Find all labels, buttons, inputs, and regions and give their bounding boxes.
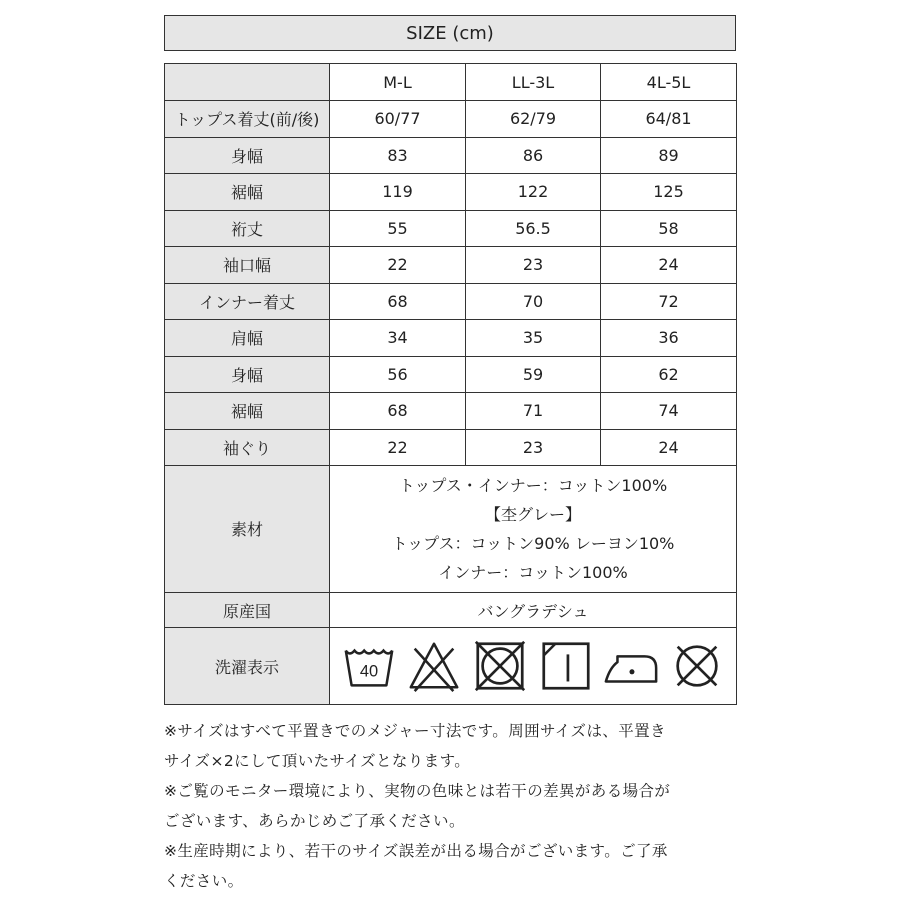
row-label: インナー着丈 bbox=[165, 283, 330, 320]
note-line: ※ご覧のモニター環境により、実物の色味とは若干の差異がある場合が bbox=[164, 782, 671, 800]
note-line: ございます、あらかじめご了承ください。 bbox=[164, 812, 465, 830]
notes bbox=[164, 716, 744, 896]
table-cell: 36 bbox=[601, 320, 737, 357]
table-row bbox=[165, 393, 737, 430]
table-cell: 70 bbox=[466, 283, 601, 320]
row-label: 袖ぐり bbox=[165, 429, 330, 466]
table-cell: 125 bbox=[601, 174, 737, 211]
origin-value: バングラデシュ bbox=[330, 593, 737, 628]
table-cell: 62 bbox=[601, 356, 737, 393]
table-cell: 23 bbox=[466, 429, 601, 466]
table-cell: 60/77 bbox=[330, 101, 466, 138]
table-cell: 72 bbox=[601, 283, 737, 320]
row-label: 身幅 bbox=[165, 137, 330, 174]
note-line: ください。 bbox=[164, 872, 244, 890]
care-row bbox=[165, 628, 737, 705]
care-label: 洗濯表示 bbox=[165, 628, 330, 705]
material-line: トップス：コットン90% レーヨン10% bbox=[391, 534, 675, 553]
table-cell: 23 bbox=[466, 247, 601, 284]
line-dry-shade-icon bbox=[537, 637, 595, 695]
no-tumble-dry-icon bbox=[471, 637, 529, 695]
table-cell: 74 bbox=[601, 393, 737, 430]
row-label: 肩幅 bbox=[165, 320, 330, 357]
table-cell: 83 bbox=[330, 137, 466, 174]
material-row bbox=[165, 466, 737, 593]
table-row bbox=[165, 137, 737, 174]
note-line: ※サイズはすべて平置きでのメジャー寸法です。周囲サイズは、平置き bbox=[164, 722, 666, 740]
table-cell: 62/79 bbox=[466, 101, 601, 138]
table-cell: 56 bbox=[330, 356, 466, 393]
table-cell: 55 bbox=[330, 210, 466, 247]
row-label: 袖口幅 bbox=[165, 247, 330, 284]
table-cell: 22 bbox=[330, 247, 466, 284]
column-header: 4L-5L bbox=[601, 64, 737, 101]
no-dry-clean-icon bbox=[668, 637, 726, 695]
table-cell: 58 bbox=[601, 210, 737, 247]
table-cell: 89 bbox=[601, 137, 737, 174]
table-cell: 119 bbox=[330, 174, 466, 211]
table-row bbox=[165, 174, 737, 211]
table-row bbox=[165, 210, 737, 247]
material-line: トップス・インナー：コットン100% bbox=[398, 476, 668, 495]
header-row bbox=[165, 64, 737, 101]
material-label: 素材 bbox=[165, 466, 330, 593]
size-table bbox=[164, 63, 737, 705]
table-row bbox=[165, 101, 737, 138]
row-label: 裾幅 bbox=[165, 393, 330, 430]
note-line: ※生産時期により、若干のサイズ誤差が出る場合がございます。ご了承 bbox=[164, 842, 668, 860]
origin-row bbox=[165, 593, 737, 628]
material-line: インナー：コットン100% bbox=[438, 563, 628, 582]
care-icons-cell bbox=[330, 628, 737, 705]
table-cell: 68 bbox=[330, 283, 466, 320]
wash-temp-text: 40 bbox=[359, 662, 378, 681]
table-cell: 34 bbox=[330, 320, 466, 357]
table-row bbox=[165, 320, 737, 357]
row-label: 裾幅 bbox=[165, 174, 330, 211]
table-cell: 24 bbox=[601, 247, 737, 284]
material-line: 【杢グレー】 bbox=[484, 505, 581, 524]
table-row bbox=[165, 356, 737, 393]
iron-low-icon bbox=[602, 637, 660, 695]
row-label: トップス着丈(前/後) bbox=[165, 101, 330, 138]
table-cell: 56.5 bbox=[466, 210, 601, 247]
table-cell: 71 bbox=[466, 393, 601, 430]
row-label: 身幅 bbox=[165, 356, 330, 393]
table-cell: 22 bbox=[330, 429, 466, 466]
table-cell: 68 bbox=[330, 393, 466, 430]
wash-40-icon bbox=[340, 637, 398, 695]
table-cell: 59 bbox=[466, 356, 601, 393]
table-cell: 64/81 bbox=[601, 101, 737, 138]
table-cell: 86 bbox=[466, 137, 601, 174]
material-cell bbox=[330, 466, 737, 593]
column-header: M-L bbox=[330, 64, 466, 101]
table-row bbox=[165, 247, 737, 284]
size-title: SIZE (cm) bbox=[164, 15, 736, 51]
table-row bbox=[165, 283, 737, 320]
header-corner bbox=[165, 64, 330, 101]
note-line: サイズ×2にして頂いたサイズとなります。 bbox=[164, 752, 471, 770]
table-cell: 122 bbox=[466, 174, 601, 211]
table-row bbox=[165, 429, 737, 466]
no-bleach-icon bbox=[405, 637, 463, 695]
column-header: LL-3L bbox=[466, 64, 601, 101]
origin-label: 原産国 bbox=[165, 593, 330, 628]
table-cell: 35 bbox=[466, 320, 601, 357]
table-cell: 24 bbox=[601, 429, 737, 466]
row-label: 裄丈 bbox=[165, 210, 330, 247]
